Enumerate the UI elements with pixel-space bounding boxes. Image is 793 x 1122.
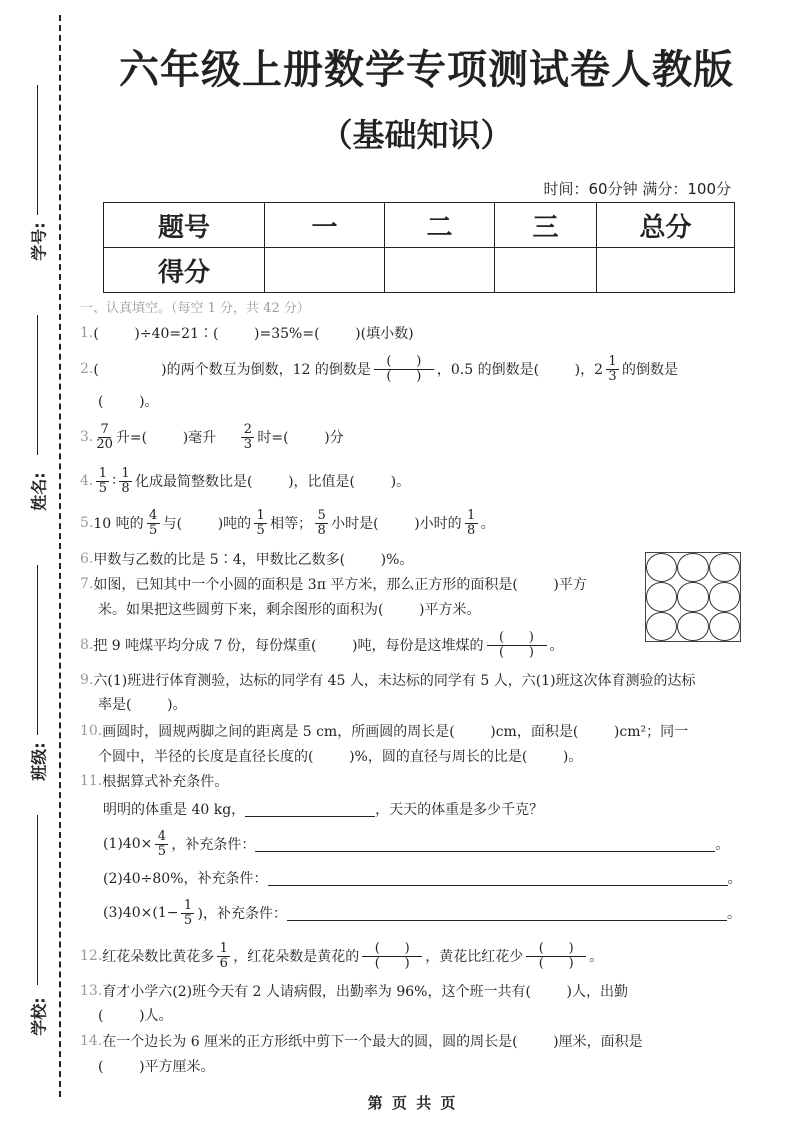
numerator: ( ) [526,942,586,957]
answer-underline[interactable] [287,906,727,921]
question-number: 12. [80,948,103,964]
school-line [37,815,38,985]
question-text: 。 [715,837,730,853]
question-text: ∶ [112,473,117,489]
denominator: 5 [157,843,167,859]
numerator: 1 [606,355,619,370]
question-text: ( )平方厘米。 [98,1059,215,1075]
page-footer: 第 页 共 页 [367,1094,456,1112]
fraction [465,509,478,538]
question-text: 与( )吨的 [162,516,252,532]
circle [646,582,677,611]
score-cell[interactable] [385,248,495,293]
numerator: 4 [147,509,160,524]
score-cell[interactable] [597,248,735,293]
fraction [606,355,619,384]
denominator: ( ) [499,644,534,660]
row-label: 得分 [104,248,265,293]
question-text: 甲数与乙数的比是 5∶4，甲数比乙数多( )%。 [93,552,414,568]
question-text: 在一个边长为 6 厘米的正方形纸中剪下一个最大的圆，圆的周长是( )厘米，面积是 [102,1034,643,1050]
question-text: ( )÷40=21∶( )=35%=( )(填小数) [93,326,414,342]
denominator: 20 [96,436,113,452]
fraction [241,423,254,452]
denominator: 8 [121,480,130,496]
question-text: (2)40÷80%，补充条件： [103,871,268,887]
score-table-score-row [104,248,735,293]
question-text: ，0.5 的倒数是( )，2 [436,362,604,378]
question-number: 10. [80,723,103,739]
circle [709,553,740,582]
denominator: 8 [317,522,326,538]
denominator: 3 [608,368,617,384]
question-text: 率是( )。 [98,697,187,713]
question-text: )，补充条件： [197,906,287,922]
question-text: ，红花朵数是黄花的 [233,949,360,965]
class-line [37,565,38,735]
question-text: 。 [727,871,742,887]
numerator: 4 [155,830,168,845]
answer-underline[interactable] [255,837,715,852]
question-line [80,466,410,496]
denominator: ( ) [538,955,574,971]
question-text: 如图，已知其中一个小圆的面积是 3π 平方米，那么正方形的面积是( )平方 [93,577,587,593]
question-line [98,386,159,416]
time-info: 时间：60分钟 满分：100分 [543,180,731,198]
denominator: 5 [148,522,158,538]
numerator: 1 [254,509,267,524]
question-text: 把 9 吨煤平均分成 7 份，每份煤重( )吨，每份是这堆煤的 [93,638,484,654]
numerator: 1 [181,899,194,914]
question-text: ( )的两个数互为倒数，12 的倒数是 [93,362,371,378]
question-text: 米。如果把这些圆剪下来，剩余图形的面积为( )平方米。 [98,602,481,618]
question-text: 。 [549,638,564,654]
numerator: 1 [217,942,230,957]
question-text: 的倒数是 [622,362,679,378]
circle [677,612,708,641]
fraction [155,830,168,859]
header-cell: 二 [385,203,495,248]
question-text: ，黄花比红花少 [425,949,524,965]
question-text: 根据算式补充条件。 [102,774,229,790]
question-text: 个圆中，半径的长度是直径长度的( )%，圆的直径与周长的比是( )。 [98,749,583,765]
circle [646,553,677,582]
score-table-header-row [104,203,735,248]
binding-dashed-line [59,15,61,1097]
question-text: 画圆时，圆规两脚之间的距离是 5 cm，所画圆的周长是( )cm，面积是( )cm²；同一 [102,724,689,740]
section-title: 一、认真填空。（每空 1 分，共 42 分） [80,301,310,316]
school-label: 学校: [29,997,49,1036]
fraction [147,509,160,538]
question-line [80,318,414,348]
question-text: ( )人。 [98,1008,173,1024]
question-line [103,829,729,859]
question-text: 六(1)班进行体育测验，达标的同学有 45 人，未达标的同学有 5 人，六(1)班这次体育测验的达标 [93,673,696,689]
circle [677,582,708,611]
question-line [80,508,495,538]
student-id-label: 学号: [29,222,49,261]
numerator: 2 [241,423,254,438]
fraction [96,467,109,496]
numerator: 1 [96,467,109,482]
denominator: 6 [219,955,228,971]
question-text: 。 [726,906,741,922]
question-line [80,766,228,796]
fraction [119,467,132,496]
question-line [80,630,564,660]
page-subtitle: （基础知识） [320,116,513,154]
question-text: 时=( )分 [257,430,344,446]
fraction [96,423,113,452]
question-number: 14. [80,1033,103,1049]
question-text: 育才小学六(2)班今天有 2 人请病假，出勤率为 96%，这个班一共有( )人，出勤 [102,984,628,1000]
denominator: ( ) [386,368,422,384]
numerator: 7 [98,423,111,438]
fraction [254,509,267,538]
question-line [80,422,344,452]
header-cell: 总分 [597,203,735,248]
question-line [98,1051,215,1081]
fraction [315,509,328,538]
numerator: ( ) [374,355,434,370]
fraction [217,942,230,971]
numerator: ( ) [362,942,422,957]
question-line [98,594,481,624]
question-number: 8. [80,637,94,653]
circles-in-square-figure [645,552,741,642]
question-line [98,689,187,719]
question-number: 11. [80,773,103,789]
score-cell[interactable] [265,248,385,293]
question-text: 。 [589,949,604,965]
question-text: 明明的体重是 40 kg， [103,802,246,818]
numerator: 5 [315,509,328,524]
question-number: 5. [80,515,94,531]
answer-underline[interactable] [245,802,375,817]
question-text: ( )。 [98,394,159,410]
header-cell: 三 [495,203,597,248]
blank-fraction[interactable] [526,942,586,971]
denominator: ( ) [374,955,410,971]
question-text: ，天天的体重是多少千克？ [375,802,544,818]
answer-underline[interactable] [268,871,728,886]
header-cell: 一 [265,203,385,248]
question-number: 2. [80,361,94,377]
question-line [80,354,678,384]
denominator: 5 [183,912,193,928]
question-number: 3. [80,429,94,445]
question-text: 。 [480,516,495,532]
header-cell: 题号 [104,203,265,248]
question-text: 相等； [270,516,313,532]
score-cell[interactable] [495,248,597,293]
question-text: 小时是( )小时的 [331,516,462,532]
question-text: 化成最简整数比是( )，比值是( )。 [135,474,411,490]
blank-fraction[interactable] [487,631,547,660]
question-number: 4. [80,473,94,489]
question-text: 10 吨的 [93,516,144,532]
score-table [103,202,735,293]
denominator: 5 [98,480,107,496]
question-number: 13. [80,983,103,999]
circle [709,612,740,641]
denominator: 5 [256,522,265,538]
numerator: 1 [465,509,478,524]
question-number: 7. [80,576,94,592]
denominator: 8 [467,522,476,538]
question-text: (3)40×(1− [103,905,179,921]
question-line [103,794,543,824]
question-number: 6. [80,551,94,567]
question-text: ，补充条件： [171,837,256,853]
class-label: 班级: [29,742,49,781]
question-line [103,898,741,928]
numerator: ( ) [487,631,547,646]
page-title: 六年级上册数学专项测试卷人教版 [119,47,734,93]
blank-fraction[interactable] [374,355,434,384]
circle [709,582,740,611]
denominator: 3 [243,436,253,452]
name-line [37,315,38,455]
question-text: 红花朵数比黄花多 [102,949,215,965]
name-label: 姓名: [29,472,49,511]
numerator: 1 [119,467,132,482]
blank-fraction[interactable] [362,942,422,971]
circle [646,612,677,641]
question-text: (1)40× [103,836,153,852]
question-text: 升=( )毫升 [115,430,239,446]
circle [677,553,708,582]
question-number: 1. [80,325,94,341]
fraction [181,899,194,928]
question-number: 9. [80,672,94,688]
question-line [80,941,603,971]
question-line [103,863,742,893]
